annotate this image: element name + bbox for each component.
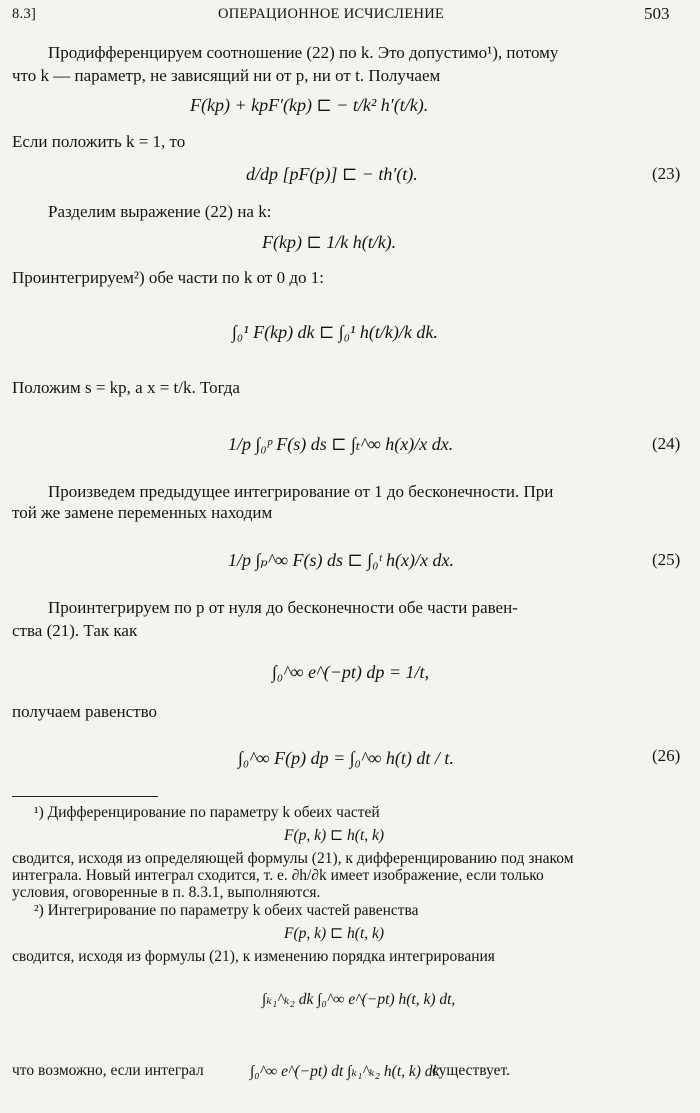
paragraph-line: Произведем предыдущее интегрирование от 1 до бесконечности. При <box>48 482 554 501</box>
footnote-line: интеграла. Новый интеграл сходится, т. е. ∂h/∂k имеет изображение, если только <box>12 867 544 884</box>
footnote-equation: ∫₀^∞ e^(−pt) dt ∫ₖ₁^ₖ₂ h(t, k) dk <box>250 1063 440 1080</box>
paragraph-line: Положим s = kp, а x = t/k. Тогда <box>12 378 240 397</box>
paragraph-line: получаем равенство <box>12 702 158 721</box>
paragraph-line: той же замене переменных находим <box>12 503 273 522</box>
footnote-line: что возможно, если интеграл <box>12 1062 204 1079</box>
equation-number: (26) <box>652 746 681 765</box>
equation: ∫₀¹ F(kp) dk ⊏ ∫₀¹ h(t/k)/k dk. <box>232 322 438 342</box>
paragraph-line: Проинтегрируем по p от нуля до бесконечности обе части равен- <box>48 598 518 617</box>
equation: F(kp) ⊏ 1/k h(t/k). <box>262 232 397 252</box>
footnote-equation: F(p, k) ⊏ h(t, k) <box>284 827 385 844</box>
equation: 1/p ∫₀ᵖ F(s) ds ⊏ ∫ₜ^∞ h(x)/x dx. <box>228 434 454 454</box>
equation: ∫₀^∞ F(p) dp = ∫₀^∞ h(t) dt / t. <box>238 748 454 768</box>
equation: d/dp [pF(p)] ⊏ − th′(t). <box>246 164 418 184</box>
footnote-line: ²) Интегрирование по параметру k обеих частей равенства <box>34 902 419 919</box>
equation-number: (23) <box>652 164 681 183</box>
running-title: ОПЕРАЦИОННОЕ ИСЧИСЛЕНИЕ <box>218 6 445 22</box>
equation-number: (24) <box>652 434 681 453</box>
section-marker: 8.3] <box>12 6 37 22</box>
footnote-line: сводится, исходя из определяющей формулы (21), к дифференцированию под знаком <box>12 850 574 867</box>
equation: 1/p ∫ₚ^∞ F(s) ds ⊏ ∫₀ᵗ h(x)/x dx. <box>228 550 454 570</box>
footnote-line: сводится, исходя из формулы (21), к изменению порядка интегрирования <box>12 948 495 965</box>
paragraph-line: Проинтегрируем²) обе части по k от 0 до 1: <box>12 268 324 287</box>
footnote-equation: ∫ₖ₁^ₖ₂ dk ∫₀^∞ e^(−pt) h(t, k) dt, <box>262 991 456 1008</box>
equation: ∫₀^∞ e^(−pt) dp = 1/t, <box>272 662 429 682</box>
footnote-line: условия, оговоренные в п. 8.3.1, выполняются. <box>12 884 321 901</box>
footnote-line: ¹) Дифференцирование по параметру k обеих частей <box>34 804 380 821</box>
footnote-divider <box>12 796 158 797</box>
paragraph-line: Если положить k = 1, то <box>12 132 186 151</box>
footnote-line: существует. <box>432 1062 510 1079</box>
equation-number: (25) <box>652 550 681 569</box>
paragraph-line: Разделим выражение (22) на k: <box>48 202 272 221</box>
equation: F(kp) + kpF′(kp) ⊏ − t/k² h′(t/k). <box>190 95 429 115</box>
paragraph-line: Продифференцируем соотношение (22) по k. Это допустимо¹), потому <box>48 43 559 62</box>
page-number: 503 <box>644 4 670 23</box>
paragraph-line: ства (21). Так как <box>12 621 138 640</box>
paragraph-line: что k — параметр, не зависящий ни от p, ни от t. Получаем <box>12 66 441 85</box>
footnote-equation: F(p, k) ⊏ h(t, k) <box>284 925 385 942</box>
